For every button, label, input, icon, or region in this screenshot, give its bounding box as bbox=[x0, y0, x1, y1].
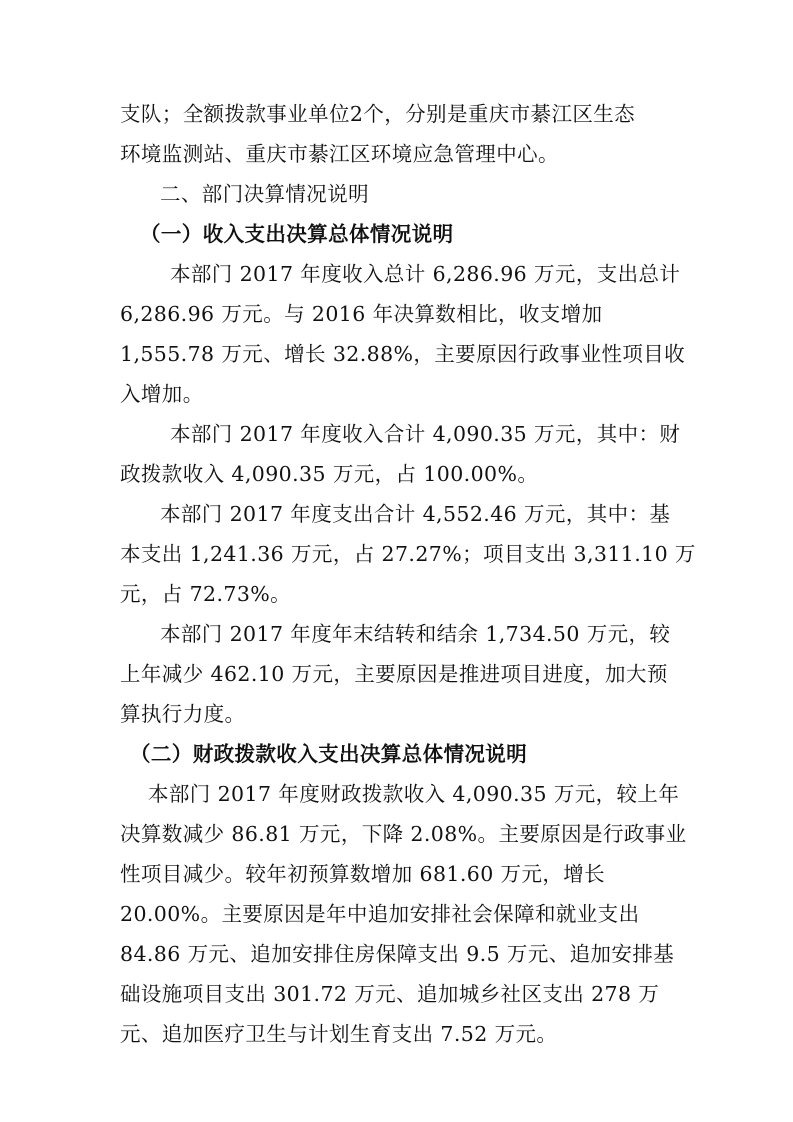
text-line: 决算数减少 86.81 万元，下降 2.08%。主要原因是行政事业 bbox=[120, 822, 687, 846]
text-line: 政拨款收入 4,090.35 万元，占 100.00%。 bbox=[120, 462, 539, 486]
text-line: 础设施项目支出 301.72 万元、追加城乡社区支出 278 万 bbox=[120, 982, 660, 1006]
text-line: 6,286.96 万元。与 2016 年决算数相比，收支增加 bbox=[120, 302, 603, 326]
text-line: 上年减少 462.10 万元，主要原因是推进项目进度，加大预 bbox=[120, 662, 668, 686]
text-line: 元、追加医疗卫生与计划生育支出 7.52 万元。 bbox=[120, 1022, 558, 1046]
text-line: 20.00%。主要原因是年中追加安排社会保障和就业支出 bbox=[120, 902, 640, 926]
subsection-heading: （一）收入支出决算总体情况说明 bbox=[140, 222, 454, 246]
text-line: 84.86 万元、追加安排住房保障支出 9.5 万元、追加安排基 bbox=[120, 942, 675, 966]
text-line: 性项目减少。较年初预算数增加 681.60 万元，增长 bbox=[120, 862, 606, 886]
paragraph-first-line: 本部门 2017 年度支出合计 4,552.46 万元，其中：基 bbox=[160, 502, 671, 526]
paragraph-first-line: 本部门 2017 年度财政拨款收入 4,090.35 万元，较上年 bbox=[148, 782, 680, 806]
text-line: 入增加。 bbox=[120, 382, 204, 406]
paragraph-first-line: 本部门 2017 年度收入总计 6,286.96 万元，支出总计 bbox=[170, 262, 681, 286]
text-line: 算执行力度。 bbox=[120, 702, 246, 726]
text-line: 本支出 1,241.36 万元，占 27.27%；项目支出 3,311.10 万 bbox=[120, 542, 696, 566]
text-line: 元，占 72.73%。 bbox=[120, 582, 292, 606]
paragraph-first-line: 本部门 2017 年度年末结转和结余 1,734.50 万元，较 bbox=[160, 622, 671, 646]
text-line: 支队；全额拨款事业单位2个，分别是重庆市綦江区生态 bbox=[120, 102, 636, 126]
subsection-heading: （二）财政拨款收入支出决算总体情况说明 bbox=[130, 742, 528, 766]
text-line: 环境监测站、重庆市綦江区环境应急管理中心。 bbox=[120, 142, 559, 166]
paragraph-first-line: 本部门 2017 年度收入合计 4,090.35 万元，其中：财 bbox=[170, 422, 681, 446]
section-heading: 二、部门决算情况说明 bbox=[160, 182, 369, 206]
text-line: 1,555.78 万元、增长 32.88%，主要原因行政事业性项目收 bbox=[120, 342, 686, 366]
